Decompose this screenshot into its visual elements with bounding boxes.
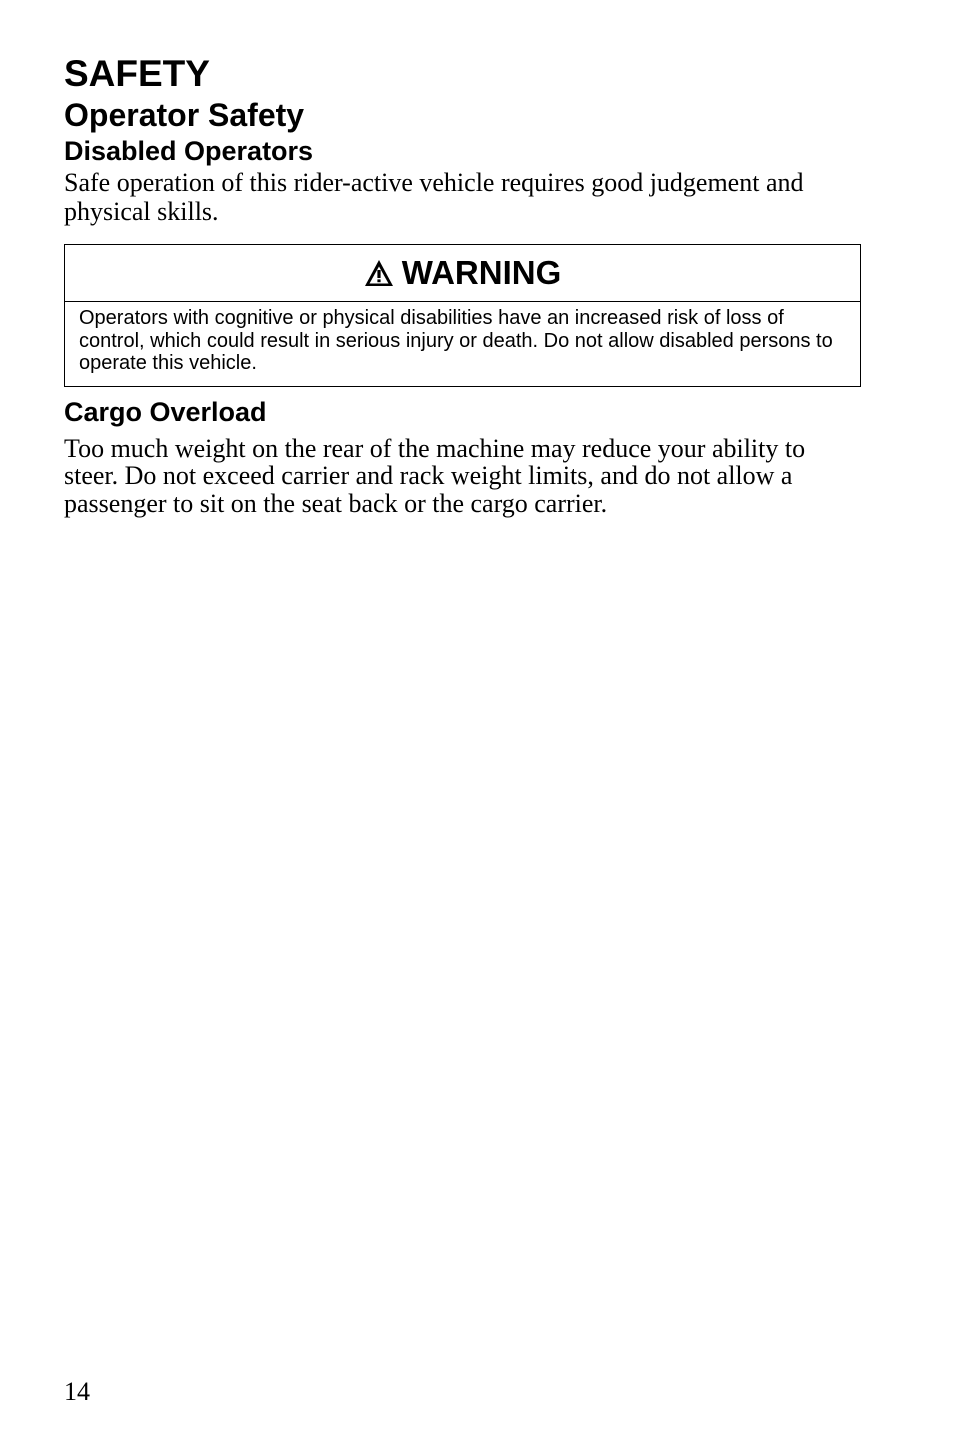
disabled-operators-title: Disabled Operators: [64, 136, 314, 166]
warning-title: WARNING: [401, 254, 562, 291]
disabled-operators-paragraph: Safe operation of this rider-active vehicle requires good judgement and physical skills.: [64, 168, 804, 226]
cargo-overload-title: Cargo Overload: [64, 396, 267, 427]
warning-text: Operators with cognitive or physical disabilities have an increased risk of loss of control, which could result in serious injury or death. Do not allow disabled persons to operate this vehicle.: [79, 307, 833, 374]
warning-header: [65, 245, 860, 302]
cargo-overload-paragraph: Too much weight on the rear of the machine may reduce your ability to steer. Do not exceed carrier and rack weight limits, and do not allow a passenger to sit on the seat back or the cargo carrier.: [64, 433, 806, 518]
subsection-title: Operator Safety: [64, 97, 305, 133]
warning-triangle-icon: [364, 259, 394, 287]
page-number: 14: [64, 1377, 90, 1406]
warning-box: [64, 244, 861, 387]
section-title: SAFETY: [64, 53, 210, 94]
page-content: [64, 52, 864, 517]
